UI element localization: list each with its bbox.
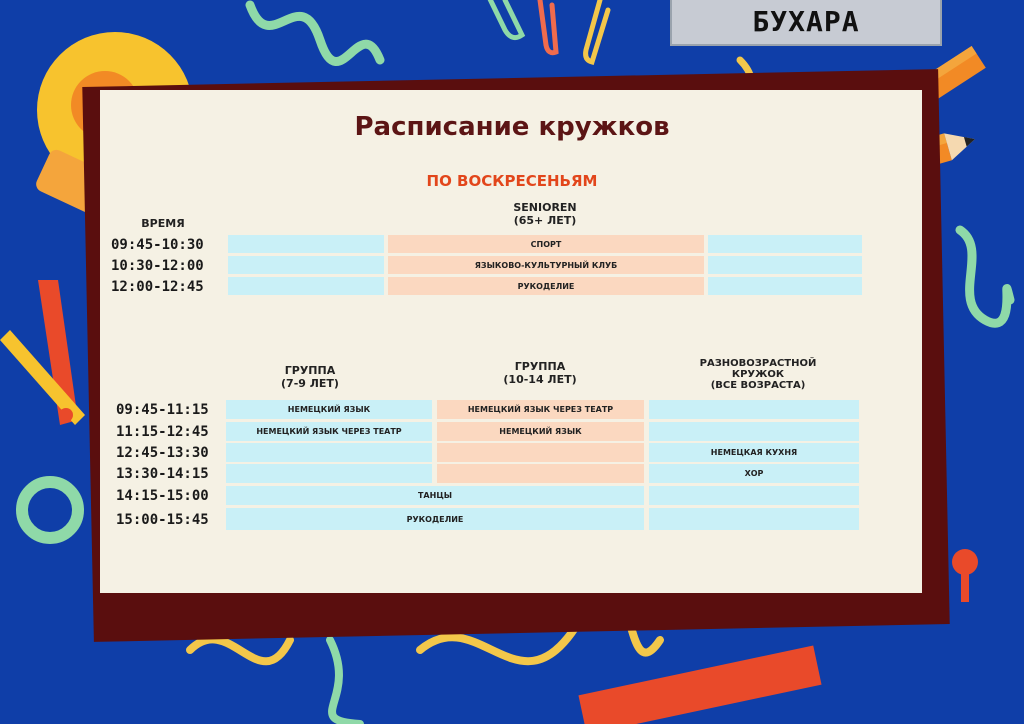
mixed-age-header-line2: КРУЖОК: [731, 369, 785, 380]
group-7-9-header-line1: ГРУППА: [284, 364, 336, 377]
squiggle-green-bottom: [330, 640, 360, 724]
mixed-age-header-line3: (ВСЕ ВОЗРАСТА): [710, 380, 806, 391]
page-title: Расписание кружков: [354, 112, 670, 142]
ruler-icon: [578, 645, 821, 724]
scissors-icon: [0, 280, 85, 538]
t1-cell-blank: [708, 277, 862, 295]
group-10-14-header-line2: (10-14 ЛЕТ): [503, 373, 577, 386]
t2-cell: НЕМЕЦКИЙ ЯЗЫК ЧЕРЕЗ ТЕАТР: [437, 400, 644, 419]
t2-cell: [437, 464, 644, 483]
t2-cell: НЕМЕЦКИЙ ЯЗЫК: [437, 422, 644, 441]
senior-header-line2: (65+ ЛЕТ): [513, 214, 577, 227]
t1-cell-blank: [708, 256, 862, 274]
t1-activity-1: СПОРТ: [388, 235, 704, 253]
t2-time-1: 09:45-11:15: [116, 402, 209, 418]
t2-time-5: 14:15-15:00: [116, 488, 209, 504]
t1-cell-blank: [708, 235, 862, 253]
group-7-9-header-line2: (7-9 ЛЕТ): [281, 377, 339, 390]
t2-cell-merged: РУКОДЕЛИЕ: [226, 508, 644, 530]
t2-time-2: 11:15-12:45: [116, 424, 209, 440]
time-header: ВРЕМЯ: [141, 217, 185, 230]
t2-cell: НЕМЕЦКИЙ ЯЗЫК: [226, 400, 432, 419]
t2-time-6: 15:00-15:45: [116, 512, 209, 528]
mixed-age-header-line1: РАЗНОВОЗРАСТНОЙ: [699, 358, 817, 369]
t2-cell: НЕМЕЦКИЙ ЯЗЫК ЧЕРЕЗ ТЕАТР: [226, 422, 432, 441]
t1-cell-blank: [228, 277, 384, 295]
squiggle-yellow-left: [190, 639, 290, 661]
t2-cell: [437, 443, 644, 462]
t2-cell: [649, 400, 859, 419]
t1-cell-blank: [228, 256, 384, 274]
squiggle-green-right: [960, 230, 1010, 323]
t2-cell-merged: ТАНЦЫ: [226, 486, 644, 505]
t1-activity-3: РУКОДЕЛИЕ: [388, 277, 704, 295]
t2-cell: НЕМЕЦКАЯ КУХНЯ: [649, 443, 859, 462]
t1-time-1: 09:45-10:30: [111, 237, 204, 253]
city-label: БУХАРА: [670, 0, 942, 46]
t1-activity-2: ЯЗЫКОВО-КУЛЬТУРНЫЙ КЛУБ: [388, 256, 704, 274]
t1-time-3: 12:00-12:45: [111, 279, 204, 295]
t1-time-2: 10:30-12:00: [111, 258, 204, 274]
t2-cell: [649, 422, 859, 441]
paperclip-icon: [488, 0, 608, 62]
t2-time-4: 13:30-14:15: [116, 466, 209, 482]
t1-cell-blank: [228, 235, 384, 253]
group-10-14-header-line1: ГРУППА: [514, 360, 566, 373]
t2-cell: [226, 464, 432, 483]
t2-cell: [226, 443, 432, 462]
squiggle-green: [250, 5, 380, 62]
t2-cell: [649, 486, 859, 505]
senior-header-line1: SENIOREN: [513, 201, 577, 214]
t2-cell: ХОР: [649, 464, 859, 483]
t2-cell: [649, 508, 859, 530]
page-subtitle: ПО ВОСКРЕСЕНЬЯМ: [426, 172, 598, 190]
t2-time-3: 12:45-13:30: [116, 445, 209, 461]
